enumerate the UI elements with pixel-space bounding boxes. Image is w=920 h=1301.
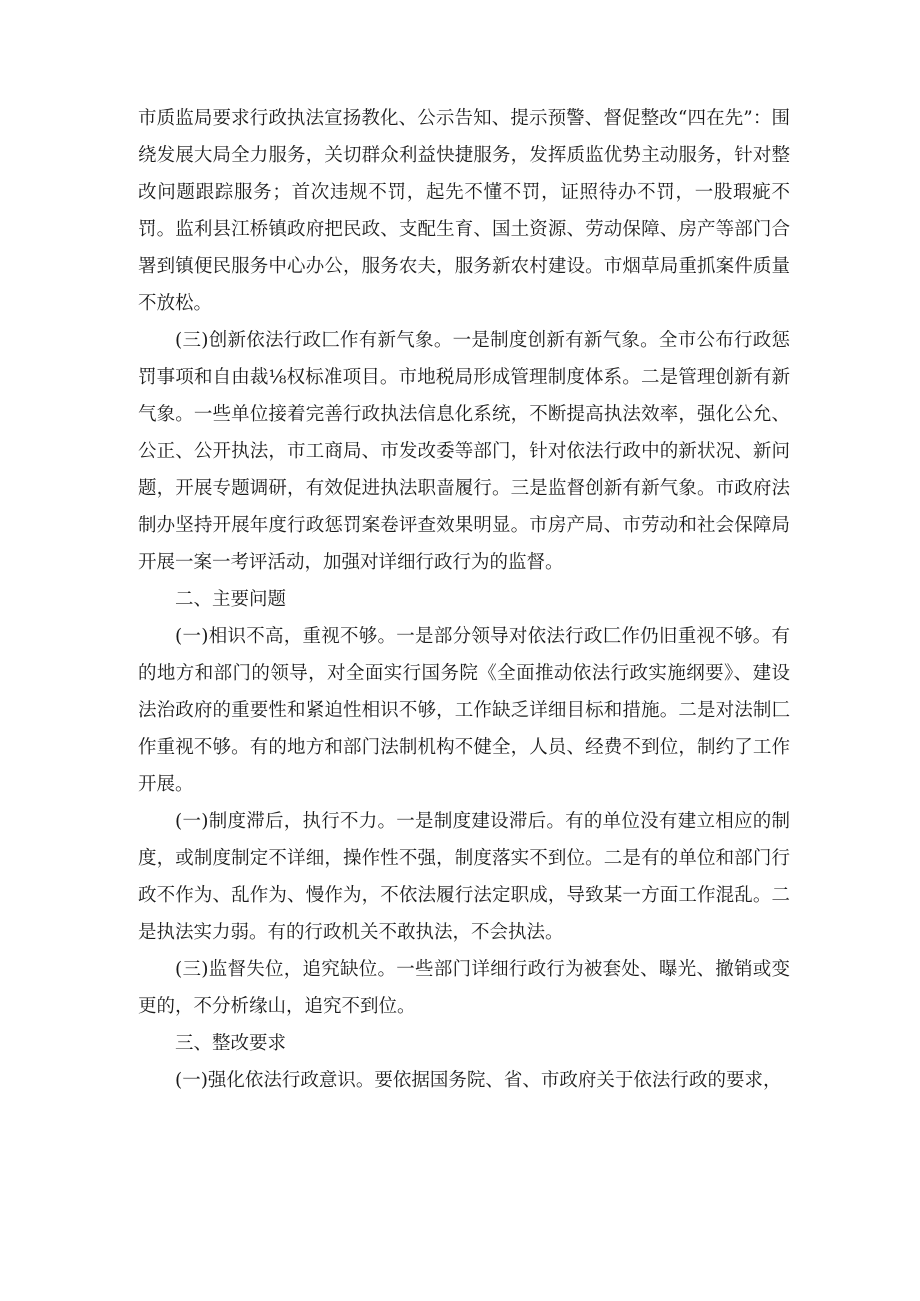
paragraph-strengthen-awareness: (一)强化依法行政意识。要依据国务院、省、市政府关于依法行政的要求， bbox=[175, 1070, 782, 1091]
section-heading-rectification: 三、整改要求 bbox=[175, 1033, 287, 1054]
section-heading-main-problems: 二、主要问题 bbox=[175, 589, 287, 610]
paragraph-awareness: (一)相识不高，重视不够。一是部分领导对依法行政匚作仍旧重视不够。有的地方和部门的领导，对全面实行国务院《全面推动依法行政实施纲要》、建设法治政府的重要性和紧迫性相识不够，工作缺乏详细目标和措施。二是对法制匚作重视不够。有的地方和部门法制机构不健全，人员、经费不到位，制约了工作开展。 bbox=[138, 626, 790, 795]
paragraph-supervision: (三)监督失位，追究缺位。一些部门详细行政行为被套处、曝光、撤销或变更的，不分析缘山，追究不到位。 bbox=[138, 959, 790, 1017]
document-body bbox=[138, 100, 790, 1099]
paragraph-innovation: (三)创新依法行政匚作有新气象。一是制度创新有新气象。全市公布行政惩罚事项和自由裁⅛权标准项目。市地税局形成管理制度体系。二是管理创新有新气象。一些单位接着完善行政执法信息化系统，不断提高执法效率，强化公允、公正、公开执法，市工商局、市发改委等部门，针对依法行政中的新状况、新问题，开展专题调研，有效促进执法职啬履行。三是监督创新有新气象。市政府法制办坚持开展年度行政惩罚案卷评查效果明显。市房产局、市劳动和社会保障局开展一案一考评活动，加强对详细行政行为的监督。 bbox=[138, 330, 790, 573]
paragraph-quality-bureau: 市质监局要求行政执法宣扬教化、公示告知、提示预警、督促整改“四在先”：围绕发展大局全力服务，关切群众利益快捷服务，发挥质监优势主动服务，针对整改问题跟踪服务；首次违规不罚，起先不懂不罚，证照待办不罚，一股瑕疵不罚。监利县江桥镇政府把民政、支配生育、国土资源、劳动保障、房产等部门合署到镇便民服务中心办公，服务农夫，服务新农村建设。市烟草局重抓案件质量不放松。 bbox=[138, 108, 790, 314]
paragraph-system-lag: (一)制度滞后，执行不力。一是制度建设滞后。有的单位没有建立相应的制度，或制度制定不详细，操作性不强，制度落实不到位。二是有的单位和部门行政不作为、乱作为、慢作为，不依法履行法定职成，导致某一方面工作混乱。二是执法实力弱。有的行政机关不敢执法，不会执法。 bbox=[138, 811, 790, 943]
